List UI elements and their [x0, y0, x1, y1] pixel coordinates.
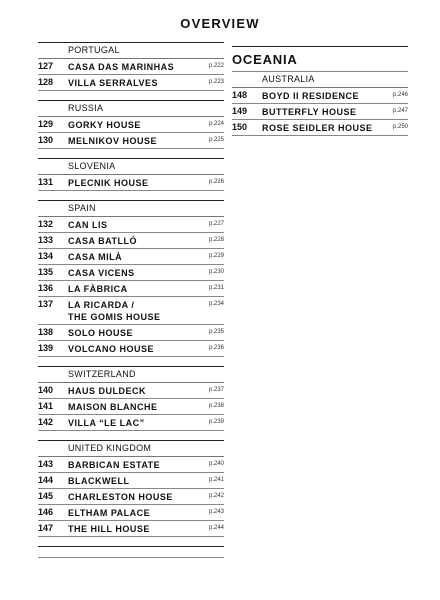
entry-name: VILLA SERRALVES	[68, 78, 159, 88]
country-heading: SWITZERLAND	[38, 367, 224, 383]
entry-number: 147	[38, 523, 54, 533]
entry-name: BUTTERFLY HOUSE	[262, 107, 357, 117]
entry-number: 150	[232, 122, 248, 132]
index-entry	[38, 505, 224, 521]
entry-page: p.230	[208, 269, 224, 275]
entry-name: VOLCANO HOUSE	[68, 344, 155, 354]
index-entry	[38, 521, 224, 537]
index-entry	[38, 399, 224, 415]
country-group	[232, 72, 408, 136]
index-entry	[38, 297, 224, 325]
entry-name: VILLA “LE LAC”	[68, 418, 145, 428]
entry-name: CAN LIS	[68, 220, 108, 230]
index-entry	[38, 117, 224, 133]
right-column	[232, 42, 408, 145]
country-group	[38, 42, 224, 91]
left-column	[38, 42, 224, 558]
section-divider	[38, 557, 224, 558]
entry-name: CASA BATLLÓ	[68, 236, 137, 246]
entry-number: 128	[38, 77, 54, 87]
country-group	[38, 100, 224, 149]
entry-number: 135	[38, 267, 54, 277]
country-heading: PORTUGAL	[38, 43, 224, 59]
entry-name: MELNIKOV HOUSE	[68, 136, 158, 146]
index-entry	[38, 233, 224, 249]
entry-number: 145	[38, 491, 54, 501]
entry-number: 130	[38, 135, 54, 145]
entry-page: p.237	[208, 387, 224, 393]
entry-name: CASA MILÀ	[68, 252, 123, 262]
index-entry	[38, 75, 224, 91]
index-entry	[38, 133, 224, 149]
index-entry	[38, 473, 224, 489]
entry-number: 138	[38, 327, 54, 337]
entry-number: 146	[38, 507, 54, 517]
entry-page: p.242	[208, 493, 224, 499]
index-entry	[38, 341, 224, 357]
index-entry	[38, 415, 224, 431]
entry-number: 133	[38, 235, 54, 245]
entry-page: p.247	[392, 108, 408, 114]
country-heading: RUSSIA	[38, 101, 224, 117]
section-divider	[38, 546, 224, 547]
index-entry	[38, 383, 224, 399]
entry-name: CHARLESTON HOUSE	[68, 492, 173, 502]
entry-page: p.234	[208, 301, 224, 307]
country-heading: SPAIN	[38, 201, 224, 217]
entry-page: p.224	[208, 121, 224, 127]
index-entry	[38, 281, 224, 297]
index-entry	[38, 489, 224, 505]
country-group	[38, 200, 224, 357]
region-heading: OCEANIA	[232, 46, 408, 72]
entry-name: PLECNIK HOUSE	[68, 178, 149, 188]
index-entry	[38, 249, 224, 265]
index-entry	[232, 104, 408, 120]
entry-page: p.241	[208, 477, 224, 483]
entry-name: SOLO HOUSE	[68, 328, 134, 338]
entry-name: BOYD II RESIDENCE	[262, 91, 360, 101]
entry-page: p.243	[208, 509, 224, 515]
index-entry	[38, 59, 224, 75]
entry-page: p.226	[208, 179, 224, 185]
country-group	[38, 158, 224, 191]
entry-page: p.227	[208, 221, 224, 227]
index-entry	[232, 120, 408, 136]
country-group	[38, 366, 224, 431]
entry-page: p.239	[208, 419, 224, 425]
entry-name: HAUS DULDECK	[68, 386, 146, 396]
index-entry	[38, 265, 224, 281]
index-entry	[232, 88, 408, 104]
entry-name: MAISON BLANCHE	[68, 402, 158, 412]
entry-number: 148	[232, 90, 248, 100]
entry-number: 136	[38, 283, 54, 293]
entry-number: 141	[38, 401, 54, 411]
entry-page: p.231	[208, 285, 224, 291]
page-title: OVERVIEW	[180, 16, 260, 31]
entry-page: p.235	[208, 329, 224, 335]
index-entry	[38, 325, 224, 341]
entry-name: GORKY HOUSE	[68, 120, 141, 130]
entry-page: p.225	[208, 137, 224, 143]
entry-number: 132	[38, 219, 54, 229]
entry-number: 143	[38, 459, 54, 469]
entry-number: 134	[38, 251, 54, 261]
entry-page: p.240	[208, 461, 224, 467]
entry-name: BLACKWELL	[68, 476, 130, 486]
entry-name: CASA VICENS	[68, 268, 135, 278]
entry-number: 137	[38, 299, 54, 309]
country-heading: UNITED KINGDOM	[38, 441, 224, 457]
entry-name: ELTHAM PALACE	[68, 508, 151, 518]
entry-number: 129	[38, 119, 54, 129]
entry-name: ROSE SEIDLER HOUSE	[262, 123, 373, 133]
entry-number: 131	[38, 177, 54, 187]
entry-page: p.238	[208, 403, 224, 409]
country-heading: SLOVENIA	[38, 159, 224, 175]
index-entry	[38, 457, 224, 473]
entry-number: 139	[38, 343, 54, 353]
entry-number: 144	[38, 475, 54, 485]
entry-name: THE HILL HOUSE	[68, 524, 150, 534]
entry-page: p.246	[392, 92, 408, 98]
index-entry	[38, 217, 224, 233]
entry-name: CASA DAS MARINHAS	[68, 62, 175, 72]
entry-page: p.222	[208, 63, 224, 69]
country-group	[38, 440, 224, 537]
entry-number: 142	[38, 417, 54, 427]
entry-number: 127	[38, 61, 54, 71]
entry-page: p.228	[208, 237, 224, 243]
entry-name: LA RICARDA / THE GOMIS HOUSE	[68, 300, 161, 322]
index-entry	[38, 175, 224, 191]
entry-name: LA FÀBRICA	[68, 284, 128, 294]
entry-number: 149	[232, 106, 248, 116]
entry-page: p.244	[208, 525, 224, 531]
entry-page: p.236	[208, 345, 224, 351]
entry-page: p.250	[392, 124, 408, 130]
entry-page: p.223	[208, 79, 224, 85]
entry-name: BARBICAN ESTATE	[68, 460, 161, 470]
country-heading: AUSTRALIA	[232, 72, 408, 88]
entry-page: p.229	[208, 253, 224, 259]
entry-number: 140	[38, 385, 54, 395]
